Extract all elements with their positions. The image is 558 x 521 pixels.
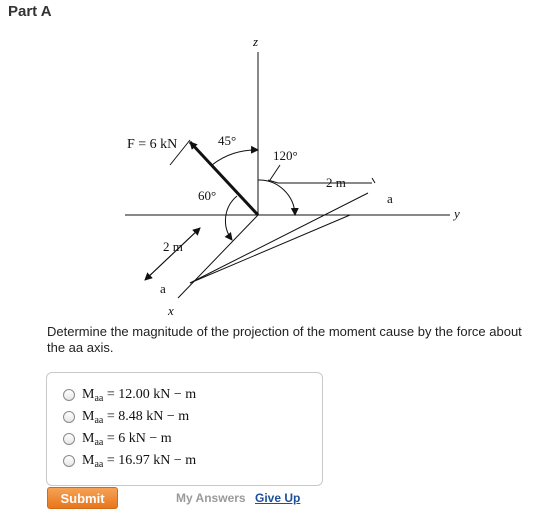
arc-120 [258,180,295,215]
option-label: $M_{aa} = 6$ kN − m [82,430,172,448]
label-60: 60° [198,188,217,203]
aa-axis-line [190,193,368,283]
radio-button[interactable] [63,411,75,423]
option-1[interactable] [63,385,196,405]
label-120: 120° [273,148,298,163]
label-a-left: a [160,281,166,296]
force-arrow [190,142,258,215]
question-text: Determine the magnitude of the projection of the moment cause by the force about the aa axis. [47,324,522,355]
label-45: 45° [218,133,237,148]
answer-options-box [46,372,323,486]
label-dim-top: 2 m [326,175,346,190]
label-a-right: a [387,191,393,206]
option-4[interactable] [63,451,196,471]
option-3[interactable] [63,429,172,449]
option-2[interactable] [63,407,189,427]
arc-45 [212,150,258,165]
base-line [190,215,350,283]
label-x: x [168,303,174,318]
label-dim-left: 2 m [163,239,183,254]
label-force: F = 6 kN [127,137,178,152]
option-label: $M_{aa} = 8.48$ kN − m [82,408,190,426]
label-z: z [253,34,259,49]
label-y: y [454,206,460,221]
my-answers-link[interactable]: My Answers [176,491,246,505]
radio-button[interactable] [63,389,75,401]
part-title: Part A [8,3,52,20]
give-up-link[interactable]: Give Up [255,491,301,505]
submit-button[interactable]: Submit [47,487,118,509]
option-label: $M_{aa} = 12.00$ kN − m [82,386,197,404]
x-axis [178,215,258,298]
arc-60 [225,196,237,240]
radio-button[interactable] [63,433,75,445]
option-label: $M_{aa} = 16.97$ kN − m [82,452,197,470]
radio-button[interactable] [63,455,75,467]
